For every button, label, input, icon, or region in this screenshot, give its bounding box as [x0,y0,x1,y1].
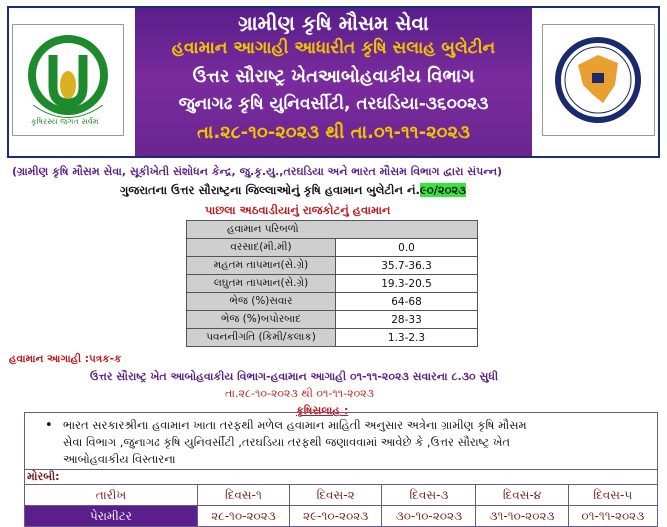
table-row: વરસાદ(મી.મી) 0.0 [187,239,478,257]
advice-box [24,412,658,470]
date-header: તારીખ [25,485,198,506]
jau-logo [12,24,124,136]
advice-title: કૃષિસલાહ : [296,404,349,417]
weather-table [186,220,478,347]
advice-para-line-1: ભારત સરકારશ્રીના હવામાન ખાતા તરફથી મળેલ હવામાન માહિતી અનુસાર અત્રેના ગ્રામીણ કૃષિ મૌસમ [63,418,527,432]
table-row: પવનનીગતિ (કિમી/કલાક) 1.3-2.3 [187,329,478,347]
param-header: પેરામીટર [25,506,198,527]
advice-para-line-2: સેવા વિભાગ ,જુનાગઢ કૃષિ યુનિવર્સીટી ,તરઘડિયા તરફથી જણાવવામાં આવેછે કે ,ઉત્તર સૌરાષ્ટ્ર ખેત [63,435,511,449]
header-line-3: ઉત્તર સૌરાષ્ટ્ર ખેતઆબોહવાકીય વિભાગ [192,66,475,87]
advice-para-line-3: આબોહવાકીય વિસ્તારના [63,452,176,466]
bulletin-line [120,183,466,198]
header-line-2: હવામાન આગાહી આધારીત કૃષિ સલાહ બુલેટીન [171,38,496,58]
bulletin-prefix: ગુજરાતના ઉત્તર સૌરાષ્ટ્રના જિલ્લાઓનું કૃષિ હવામાન બુલેટીન નં. [120,183,420,197]
logo-motto: કૃષિરસ્ય જગત સર્વમ [31,117,99,126]
imd-logo-icon [543,25,654,135]
header-line-5: તા.૨૮-૧૦-૨૦૨૩ થી તા.૦૧-૧૧-૨૦૨૩ [196,122,471,143]
forecast-label: હવામાન આગાહી :પત્રક-ક [9,353,122,365]
table-row: ભેજ (%)સવાર 64-68 [187,293,478,311]
weather-table-header: હવામાન પરિબળો [187,221,478,239]
table-row: લઘુતમ તાપમાન(સે.ગ્રે) 19.3-20.5 [187,275,478,293]
morbi-row [24,470,658,485]
header-title-block [135,8,532,156]
bulletin-number: ૯૦/૨૦૨૩ [419,183,466,197]
org-line: (ગ્રામીણ કૃષિ મૌસમ સેવા, સૂકીખેતી સંશોધન કેન્દ્ર, જુ.કૃ.યુ.,તરઘડિયા અને ભારત મૌસમ વિભાગ દ્વારા સંપન્ન) [12,165,503,178]
prev-week-heading: પાછલા અઠવાડીયાનું રાજકોટનું હવામાન [205,203,391,217]
header-line-4: જુનાગઢ કૃષિ યુનિવર્સીટી, તરઘડિયા-૩૬૦૦૨૩ [178,94,489,114]
table-row: મહતમ તાપમાન(સે.ગ્રે) 35.7-36.3 [187,257,478,275]
table-row: પેરામીટર ૨૮-૧૦-૨૦૨૩ ૨૯-૧૦-૨૦૨૩ ૩૦-૧૦-૨૦૨૩ ૩૧-૧૦-૨૦૨૩ ૦૧-૧૧-૨૦૨૩ [25,506,658,527]
table-row: ભેજ (%)બપોરબાદ 28-33 [187,311,478,329]
imd-logo [542,24,655,136]
bullet-icon: • [45,418,53,433]
morbi-label: મોરબી: [27,470,60,483]
header-line-1: ગ્રામીણ કૃષિ મૌસમ સેવા [238,11,429,35]
table-row: તારીખ દિવસ-૧ દિવસ-૨ દિવસ-૩ દિવસ-૪ દિવસ-૫ [25,485,658,506]
forecast-line-1: ઉત્તર સૌરાષ્ટ્ર ખેત આબોહવાકીય વિભાગ-હવામાન આગાહી ૦૧-૧૧-૨૦૨૩ સવારના ૮.૩૦ સુધી [90,370,499,383]
forecast-line-2: તા.૨૮-૧૦-૨૦૨૩ થી ૦૧-૧૧-૨૦૨૩ [225,387,374,400]
forecast-table [24,484,658,527]
